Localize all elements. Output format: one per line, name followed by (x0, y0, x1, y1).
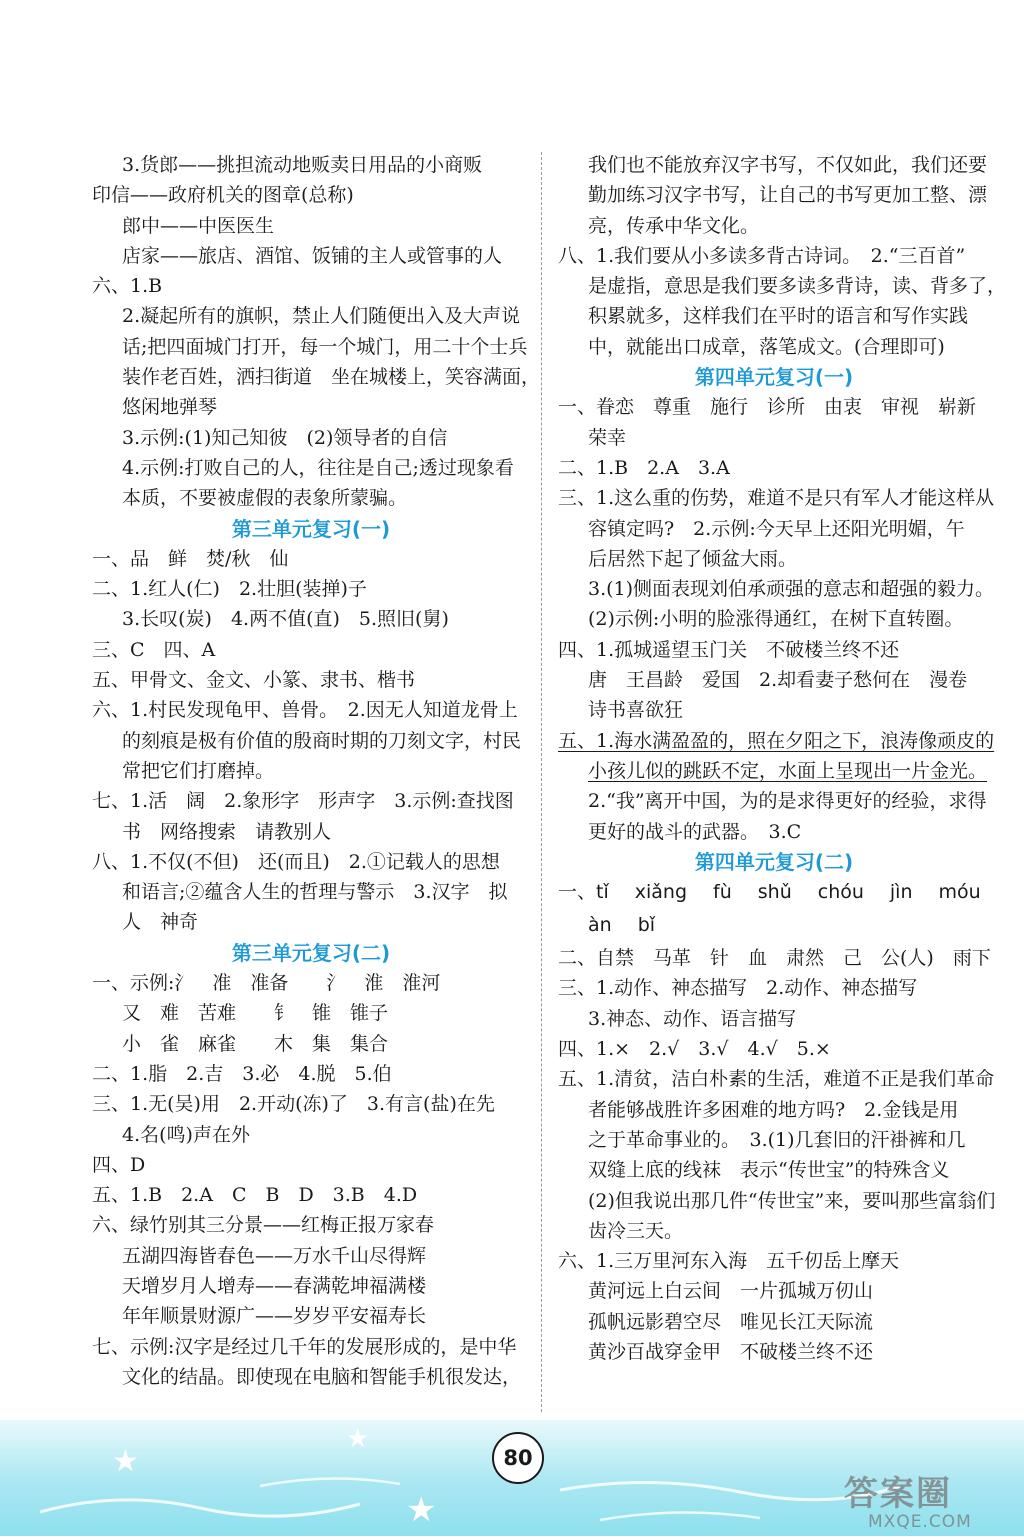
pinyin-word: jìn (889, 881, 913, 904)
section-heading: 第三单元复习(一) (231, 516, 391, 541)
answer-line: 4.示例:打败自己的人，往往是自己;透过现象看 (122, 456, 514, 479)
answer-line: 二、1.脂 2.吉 3.必 4.脱 5.伯 (92, 1062, 392, 1085)
answer-line: 人 神奇 (122, 911, 199, 934)
answer-line: 天增岁月人增寿——春满乾坤福满楼 (122, 1274, 427, 1297)
answer-line: 六、1.三万里河东入海 五千仞岳上摩天 (558, 1250, 900, 1273)
answer-line: 五、1.海水满盈盈的，照在夕阳之下，浪涛像顽皮的 (558, 729, 995, 752)
section-heading: 第四单元复习(一) (694, 365, 854, 390)
answer-line: 七、示例:汉字是经过几千年的发展形成的，是中华 (92, 1335, 517, 1358)
answer-line: 文化的结晶。即使现在电脑和智能手机很发达， (122, 1365, 522, 1388)
watermark-url: MXQE.COM (868, 1512, 972, 1532)
answer-line: 八、1.不仅(不但) 还(而且) 2.①记载人的思想 (92, 850, 500, 873)
pinyin-answer-line (558, 910, 990, 943)
answer-line: 本质，不要被虚假的表象所蒙骗。 (122, 487, 408, 510)
answer-line: 五、甲骨文、金文、小篆、隶书、楷书 (92, 669, 416, 692)
watermark-logo-text: 答案圈 (844, 1474, 952, 1514)
answer-line: 七、1.活 阔 2.象形字 形声字 3.示例:查找图 (92, 790, 514, 813)
answer-line: 3.示例:(1)知己知彼 (2)领导者的自信 (122, 426, 448, 449)
pinyin-word: móu (938, 881, 981, 904)
answer-line: 一、眷恋 尊重 施行 诊所 由衷 审视 崭新 (558, 396, 977, 419)
answer-line: 三、1.这么重的伤势，难道不是只有军人才能这样从 (558, 487, 995, 510)
answer-line: 荣幸 (588, 426, 627, 449)
answer-line: (2)但我说出那几件“传世宝”来，要叫那些富翁们 (588, 1189, 996, 1212)
site-watermark (844, 1476, 1020, 1534)
answer-line: 者能够战胜许多困难的地方吗? 2.金钱是用 (588, 1098, 959, 1121)
pinyin-word: fù (713, 881, 732, 904)
answer-line: 五、1.B 2.A C B D 3.B 4.D (92, 1184, 418, 1207)
pinyin-answer-line (558, 877, 990, 910)
answer-line: 4.名(鸣)声在外 (122, 1123, 250, 1146)
pinyin-word: chóu (817, 881, 864, 904)
answer-line: 二、1.B 2.A 3.A (558, 456, 730, 479)
answer-line: 小 雀 麻雀 木 集 集合 (122, 1032, 389, 1055)
answer-line: 四、1.孤城遥望玉门关 不破楼兰终不还 (558, 638, 900, 661)
answer-line: 又 难 苦难 钅 锥 锥子 (122, 1002, 389, 1025)
answer-line: 书 网络搜索 请教别人 (122, 820, 332, 843)
answer-line: 六、绿竹别其三分景——红梅正报万家春 (92, 1214, 435, 1237)
column-divider (541, 152, 542, 1412)
answer-line: 三、C 四、A (92, 638, 216, 661)
pinyin-word: tǐ (596, 881, 609, 904)
answer-line: 八、1.我们要从小多读多背古诗词。 2.“三百首” (558, 244, 966, 267)
answer-line: 3.长叹(炭) 4.两不值(直) 5.照旧(舅) (122, 608, 449, 631)
answer-line: 是虚指，意思是我们要多读多背诗，读、背多了， (588, 275, 1007, 298)
answer-line: 我们也不能放弃汉字书写，不仅如此，我们还要 (588, 154, 988, 176)
section-heading: 第四单元复习(二) (694, 849, 854, 874)
answer-line: 话;把四面城门打开，每一个城门，用二十个士兵 (122, 335, 528, 358)
answer-line: 五、1.清贫，洁白朴素的生活，难道不正是我们革命 (558, 1068, 995, 1091)
answer-line: 3.神态、动作、语言描写 (588, 1007, 797, 1030)
answer-line: 年年顺景财源广——岁岁平安福寿长 (122, 1305, 427, 1328)
answer-line: 六、1.B (92, 275, 163, 298)
answer-line: 2.“我”离开中国，为的是求得更好的经验，求得 (588, 790, 987, 813)
answer-line: 齿冷三天。 (588, 1219, 684, 1242)
answer-line: 常把它们打磨掉。 (122, 759, 275, 782)
answer-column-right (558, 150, 1007, 1367)
answer-line: 3.货郎——挑担流动地贩卖日用品的小商贩 (122, 154, 483, 176)
answer-line: 印信——政府机关的图章(总称) (92, 184, 354, 207)
page-number: 80 (492, 1432, 544, 1484)
answer-line: 郎中——中医医生 (122, 214, 275, 237)
answer-line: 黄河远上白云间 一片孤城万仞山 (588, 1280, 874, 1303)
answer-line: 2.凝起所有的旗帜，禁止人们随便出入及大声说 (122, 305, 521, 328)
pinyin-word: àn (588, 914, 612, 937)
answer-line: 小孩儿似的跳跃不定，水面上呈现出一片金光。 (588, 759, 988, 782)
star-decoration-icon: ★ (112, 1444, 139, 1479)
answer-line: (2)示例:小明的脸涨得通红，在树下直转圈。 (588, 608, 964, 631)
answer-number: 一、 (558, 881, 597, 904)
pinyin-word: bǐ (637, 914, 656, 937)
answer-line: 四、1.× 2.√ 3.√ 4.√ 5.× (558, 1038, 831, 1061)
answer-line: 3.(1)侧面表现刘伯承顽强的意志和超强的毅力。 (588, 578, 995, 601)
answer-line: 二、自禁 马革 针 血 肃然 己 公(人) 雨下 (558, 947, 991, 970)
answer-line: 勤加练习汉字书写，让自己的书写更加工整、漂 (588, 184, 988, 207)
answer-line: 二、1.红人(仁) 2.壮胆(装掸)子 (92, 578, 367, 601)
star-decoration-icon: ★ (346, 1424, 370, 1454)
answer-line: 更好的战斗的武器。 3.C (588, 820, 802, 843)
answer-line: 诗书喜欲狂 (588, 699, 684, 722)
answer-line: 唐 王昌龄 爱国 2.却看妻子愁何在 漫卷 (588, 669, 968, 692)
answer-line: 黄沙百战穿金甲 不破楼兰终不还 (588, 1340, 874, 1363)
section-heading: 第三单元复习(二) (231, 940, 391, 965)
pinyin-word: shǔ (757, 881, 792, 904)
answer-line: 孤帆远影碧空尽 唯见长江天际流 (588, 1310, 874, 1333)
answer-line: 的刻痕是极有价值的殷商时期的刀刻文字，村民 (122, 729, 522, 752)
answer-line: 积累就多，这样我们在平时的语言和写作实践 (588, 305, 969, 328)
answer-line: 五湖四海皆春色——万水千山尽得辉 (122, 1244, 427, 1267)
answer-line: 之于革命事业的。 3.(1)几套旧的汗褂裤和几 (588, 1128, 966, 1151)
answer-line: 悠闲地弹琴 (122, 396, 218, 419)
answer-line: 一、品 鲜 焚/秋 仙 (92, 547, 289, 570)
answer-line: 一、示例:氵 准 准备 氵 淮 淮河 (92, 972, 441, 995)
answer-line: 店家——旅店、酒馆、饭铺的主人或管事的人 (122, 244, 503, 267)
answer-line: 六、1.村民发现龟甲、兽骨。 2.因无人知道龙骨上 (92, 699, 518, 722)
answer-line: 三、1.动作、神态描写 2.动作、神态描写 (558, 977, 918, 1000)
answer-line: 亮，传承中华文化。 (588, 214, 760, 237)
pinyin-word: xiǎng (634, 881, 688, 904)
answer-line: 和语言;②蕴含人生的哲理与警示 3.汉字 拟 (122, 881, 508, 904)
answer-line: 中，就能出口成章，落笔成文。(合理即可) (588, 335, 945, 358)
answer-line: 容镇定吗? 2.示例:今天早上还阳光明媚，午 (588, 517, 965, 540)
answer-line: 三、1.无(吴)用 2.开动(冻)了 3.有言(盐)在先 (92, 1093, 495, 1116)
answer-line: 双缝上底的线袜 表示“传世宝”的特殊含义 (588, 1159, 950, 1182)
answer-line: 装作老百姓，洒扫街道 坐在城楼上，笑容满面， (122, 366, 541, 389)
answer-line: 后居然下起了倾盆大雨。 (588, 547, 798, 570)
star-decoration-icon: ★ (406, 1490, 437, 1530)
answer-line: 四、D (92, 1153, 146, 1176)
answer-column-left (92, 150, 541, 1392)
